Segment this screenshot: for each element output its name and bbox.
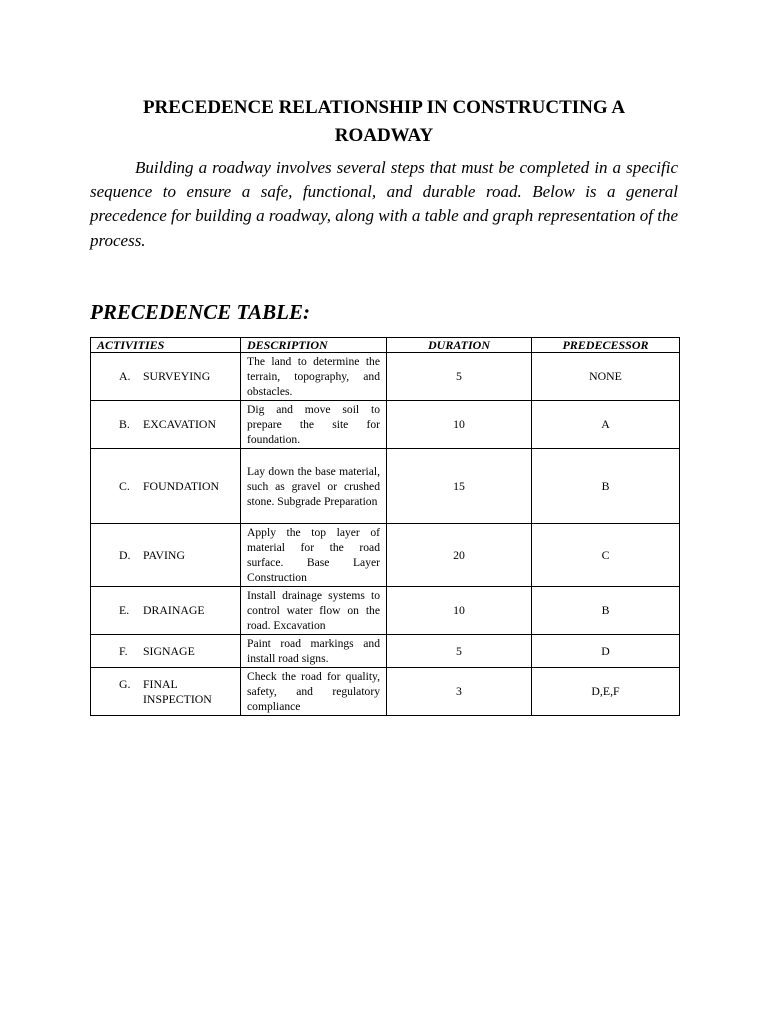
- activity-name: DRAINAGE: [143, 603, 205, 617]
- activity-cell: [91, 524, 241, 587]
- header-predecessor: PREDECESSOR: [532, 338, 680, 353]
- activity-letter: A.: [119, 369, 131, 383]
- activity-name: PAVING: [143, 547, 185, 562]
- activity-cell: [91, 449, 241, 524]
- description-cell: Install drainage systems to control water flow on the road. Excavation: [241, 587, 387, 635]
- activity-letter: B.: [119, 417, 130, 431]
- duration-cell: 5: [387, 635, 532, 668]
- table-row: [91, 401, 680, 449]
- duration-cell: 3: [387, 668, 532, 716]
- activity-letter: F.: [119, 643, 128, 658]
- activity-cell: [91, 353, 241, 401]
- predecessor-cell: C: [532, 524, 680, 587]
- table-row: [91, 524, 680, 587]
- description-cell: Paint road markings and install road signs.: [241, 635, 387, 668]
- duration-cell: 20: [387, 524, 532, 587]
- activity-letter: G.: [119, 676, 131, 691]
- table-row: [91, 668, 680, 716]
- predecessor-cell: B: [532, 587, 680, 635]
- description-cell: Dig and move soil to prepare the site for foundation.: [241, 401, 387, 449]
- activity-cell: [91, 401, 241, 449]
- duration-cell: 15: [387, 449, 532, 524]
- activity-letter: C.: [119, 478, 130, 493]
- predecessor-cell: B: [532, 449, 680, 524]
- activity-name: FINAL INSPECTION: [143, 676, 212, 706]
- activity-letter: D.: [119, 547, 131, 562]
- description-cell: Apply the top layer of material for the road surface. Base Layer Construction: [241, 524, 387, 587]
- activity-cell: [91, 668, 241, 716]
- header-description: DESCRIPTION: [241, 338, 387, 353]
- description-cell: Lay down the base material, such as gravel or crushed stone. Subgrade Preparation: [241, 449, 387, 524]
- activity-name: EXCAVATION: [143, 417, 216, 431]
- activity-cell: [91, 587, 241, 635]
- intro-paragraph: Building a roadway involves several steps that must be completed in a specific sequence to ensure a safe, functional, and durable road. Below is a general precedence for building a roadway, along with a table and graph representation of the process.: [90, 158, 678, 250]
- duration-cell: 10: [387, 401, 532, 449]
- duration-cell: 10: [387, 587, 532, 635]
- section-heading: PRECEDENCE TABLE:: [90, 300, 310, 324]
- precedence-table: [90, 337, 680, 716]
- description-cell: The land to determine the terrain, topography, and obstacles.: [241, 353, 387, 401]
- predecessor-cell: D,E,F: [532, 668, 680, 716]
- predecessor-cell: NONE: [532, 353, 680, 401]
- predecessor-cell: D: [532, 635, 680, 668]
- header-activities: ACTIVITIES: [91, 338, 241, 353]
- table-row: [91, 635, 680, 668]
- document-title: PRECEDENCE RELATIONSHIP IN CONSTRUCTING A ROADWAY: [142, 97, 626, 146]
- activity-letter: E.: [119, 603, 130, 617]
- table-row: [91, 587, 680, 635]
- table-row: [91, 449, 680, 524]
- table-header-row: [91, 338, 680, 353]
- activity-cell: [91, 635, 241, 668]
- header-duration: DURATION: [387, 338, 532, 353]
- predecessor-cell: A: [532, 401, 680, 449]
- description-cell: Check the road for quality, safety, and regulatory compliance: [241, 668, 387, 716]
- activity-name: FOUNDATION: [143, 478, 220, 493]
- activity-name: SURVEYING: [143, 369, 211, 383]
- activity-name: SIGNAGE: [143, 643, 195, 658]
- table-row: [91, 353, 680, 401]
- duration-cell: 5: [387, 353, 532, 401]
